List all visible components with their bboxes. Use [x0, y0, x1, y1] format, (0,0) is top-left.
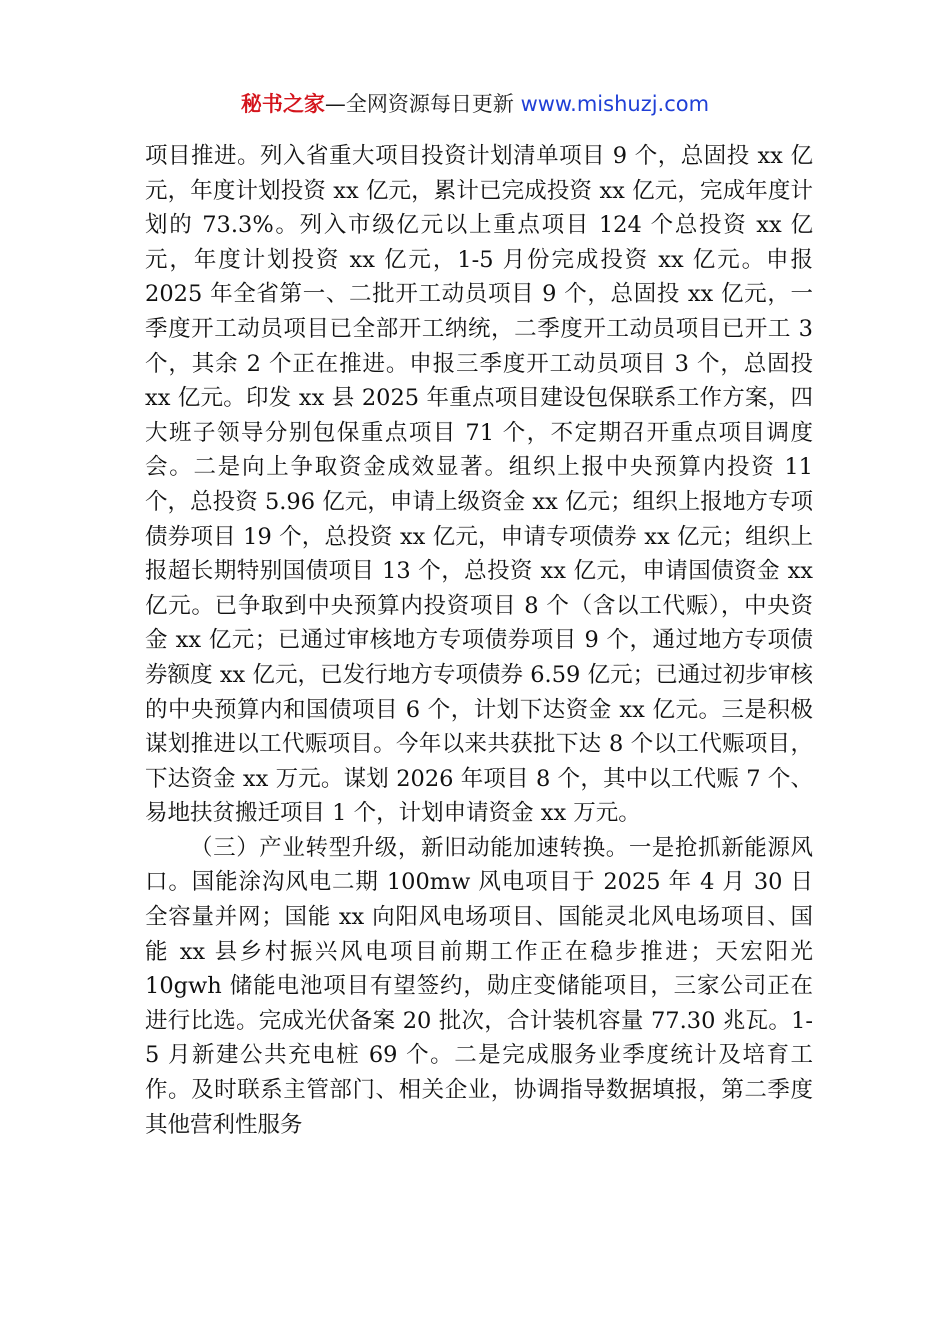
document-body [145, 139, 813, 1142]
paragraph-project-investment: 项目推进。列入省重大项目投资计划清单项目 9 个，总固投 xx 亿元，年度计划投资 xx 亿元，累计已完成投资 xx 亿元，完成年度计划的 73.3%。列入市级亿元以上重点项目 124 个总投资 xx 亿元，年度计划投资 xx 亿元，1-5 月份完成投资 xx 亿元。申报 2025 年全省第一、二批开工动员项目 9 个，总固投 xx 亿元，一季度开工动员项目已全部开工纳统，二季度开工动员项目已开工 3 个，其余 2 个正在推进。申报三季度开工动员项目 3 个，总固投 xx 亿元。印发 xx 县 2025 年重点项目建设包保联系工作方案，四大班子领导分别包保重点项目 71 个，不定期召开重点项目调度会。二是向上争取资金成效显著。组织上报中央预算内投资 11 个，总投资 5.96 亿元，申请上级资金 xx 亿元；组织上报地方专项债券项目 19 个，总投资 xx 亿元，申请专项债券 xx 亿元；组织上报超长期特别国债项目 13 个，总投资 xx 亿元，申请国债资金 xx 亿元。已争取到中央预算内投资项目 8 个（含以工代赈），中央资金 xx 亿元；已通过审核地方专项债券项目 9 个，通过地方专项债券额度 xx 亿元，已发行地方专项债券 6.59 亿元；已通过初步审核的中央预算内和国债项目 6 个，计划下达资金 xx 亿元。三是积极谋划推进以工代赈项目。今年以来共获批下达 8 个以工代赈项目，下达资金 xx 万元。谋划 2026 年项目 8 个，其中以工代赈 7 个、易地扶贫搬迁项目 1 个，计划申请资金 xx 万元。 [145, 143, 813, 827]
site-url-link[interactable]: www.mishuzj.com [520, 92, 710, 116]
header-tagline: —全网资源每日更新 [324, 92, 521, 116]
brand-name: 秘书之家 [240, 92, 325, 116]
paragraph-industrial-upgrade: （三）产业转型升级，新旧动能加速转换。一是抢抓新能源风口。国能涂沟风电二期 100mw 风电项目于 2025 年 4 月 30 日全容量并网；国能 xx 向阳风电场项目、国能灵北风电场项目、国能 xx 县乡村振兴风电项目前期工作正在稳步推进；天宏阳光 10gwh 储能电池项目有望签约，勋庄变储能项目，三家公司正在进行比选。完成光伏备案 20 批次，合计装机容量 77.30 兆瓦。1-5 月新建公共充电桩 69 个。二是完成服务业季度统计及培育工作。及时联系主管部门、相关企业，协调指导数据填报，第二季度其他营利性服务 [145, 834, 813, 1138]
page-header [0, 88, 950, 120]
